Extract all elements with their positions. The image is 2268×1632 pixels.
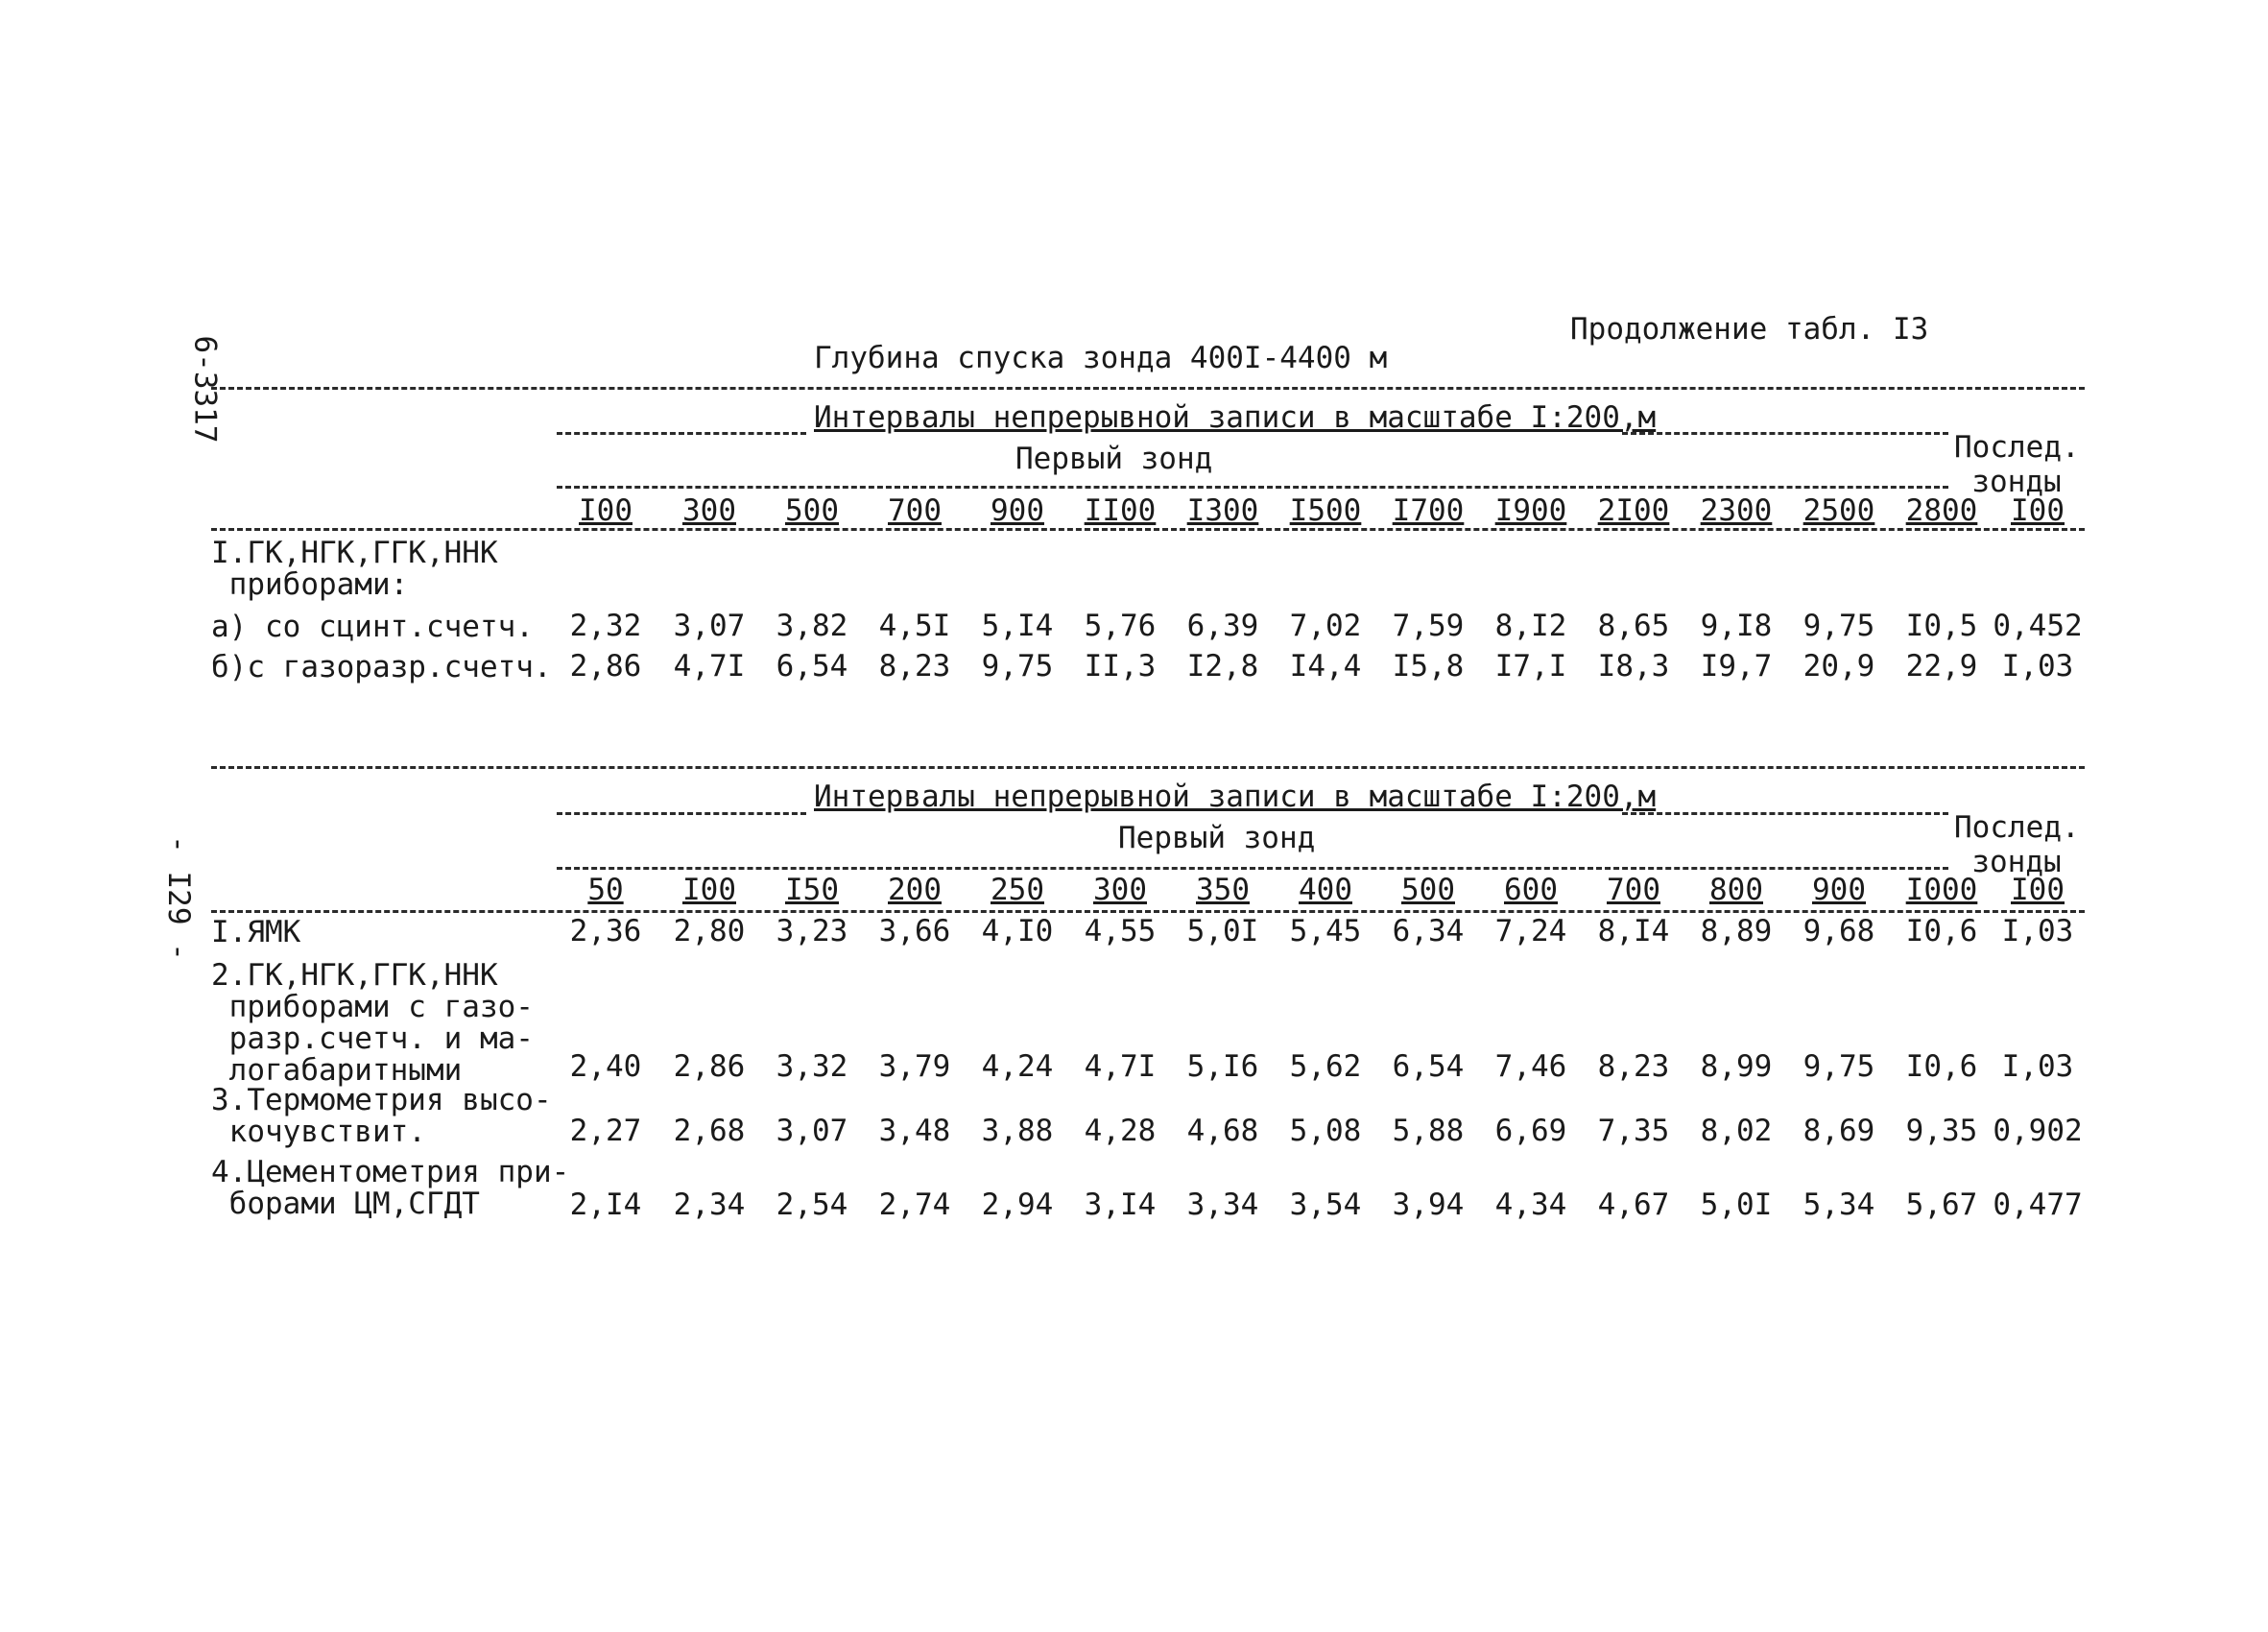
table-cell: 3,88 [981, 1114, 1054, 1148]
doc-number: 6-3317 [187, 335, 223, 444]
row-label: а) со сцинт.счетч. [211, 610, 534, 644]
table-cell: 4,24 [981, 1049, 1054, 1084]
column-header: I00 [2011, 873, 2065, 907]
table2-header-rule [211, 910, 2085, 913]
table-cell: 5,I4 [981, 609, 1054, 643]
table2-top-rule [211, 766, 2085, 769]
continuation-note: Продолжение табл. I3 [1570, 312, 1929, 347]
table-cell: 5,08 [1289, 1114, 1362, 1148]
table-cell: 7,35 [1597, 1114, 1670, 1148]
column-header: 900 [991, 493, 1044, 528]
table-cell: 6,34 [1392, 914, 1465, 948]
column-header: I900 [1494, 493, 1567, 528]
table1-last-probe-title: Послед. зонды [1954, 430, 2080, 499]
table-cell: 9,35 [1905, 1114, 1978, 1148]
table-cell: 8,23 [1597, 1049, 1670, 1084]
table-cell: 4,28 [1084, 1114, 1157, 1148]
column-header: I300 [1186, 493, 1259, 528]
table-cell: 9,75 [981, 649, 1054, 684]
column-header: 700 [888, 493, 942, 528]
table-cell: 3,94 [1392, 1188, 1465, 1222]
table-cell: 2,94 [981, 1188, 1054, 1222]
table-cell: I,03 [2001, 1049, 2074, 1084]
table-cell: 5,0I [1186, 914, 1259, 948]
column-header: I00 [2011, 493, 2065, 528]
table-cell: 8,89 [1700, 914, 1773, 948]
table-cell: 6,54 [776, 649, 848, 684]
row-label: 4.Цементометрия при- борами ЦМ,СГДТ [211, 1155, 570, 1221]
table-cell: II,3 [1084, 649, 1157, 684]
table-cell: 2,27 [569, 1114, 642, 1148]
table-cell: 5,62 [1289, 1049, 1362, 1084]
column-header: I50 [785, 873, 839, 907]
table-cell: 2,I4 [569, 1188, 642, 1222]
column-header: 200 [888, 873, 942, 907]
table-cell: I,03 [2001, 914, 2074, 948]
table-cell: 6,69 [1494, 1114, 1567, 1148]
table-cell: 9,I8 [1700, 609, 1773, 643]
column-header: 50 [587, 873, 624, 907]
table-cell: I9,7 [1700, 649, 1773, 684]
table-cell: 7,02 [1289, 609, 1362, 643]
table-cell: 4,67 [1597, 1188, 1670, 1222]
table1-interval-rule-left [557, 432, 806, 435]
table-cell: 4,55 [1084, 914, 1157, 948]
table-cell: I8,3 [1597, 649, 1670, 684]
column-header: 350 [1196, 873, 1250, 907]
table-cell: 5,67 [1905, 1188, 1978, 1222]
table-cell: 3,32 [776, 1049, 848, 1084]
table-cell: 5,0I [1700, 1188, 1773, 1222]
table-cell: 8,69 [1802, 1114, 1875, 1148]
table-cell: 2,68 [673, 1114, 746, 1148]
table-cell: 3,82 [776, 609, 848, 643]
table-cell: 7,24 [1494, 914, 1567, 948]
table1-interval-title: Интервалы непрерывной записи в масштабе I:200,м [814, 400, 1657, 435]
row-label: б)с газоразр.счетч. [211, 650, 552, 684]
table1-probe-rule [557, 486, 1948, 489]
row-label: I.ЯМК [211, 915, 301, 949]
table-cell: I4,4 [1289, 649, 1362, 684]
table-cell: I5,8 [1392, 649, 1465, 684]
table-cell: 2,86 [569, 649, 642, 684]
column-header: 800 [1709, 873, 1763, 907]
table-cell: 20,9 [1802, 649, 1875, 684]
table-cell: 7,46 [1494, 1049, 1567, 1084]
table-cell: 3,I4 [1084, 1188, 1157, 1222]
table-cell: 3,54 [1289, 1188, 1362, 1222]
table-cell: I,03 [2001, 649, 2074, 684]
table-cell: 4,7I [673, 649, 746, 684]
column-header: 400 [1299, 873, 1352, 907]
table-cell: 0,902 [1993, 1114, 2083, 1148]
table-cell: 7,59 [1392, 609, 1465, 643]
column-header: 300 [682, 493, 736, 528]
table-cell: 8,02 [1700, 1114, 1773, 1148]
table-cell: 5,76 [1084, 609, 1157, 643]
table-cell: 8,23 [878, 649, 951, 684]
column-header: I00 [682, 873, 736, 907]
column-header: I000 [1905, 873, 1978, 907]
table-cell: 0,477 [1993, 1188, 2083, 1222]
column-header: I700 [1392, 493, 1465, 528]
table1-header-rule [211, 528, 2085, 531]
column-header: 2800 [1905, 493, 1978, 528]
table1-interval-rule-right [1622, 432, 1948, 435]
table-cell: 9,75 [1802, 1049, 1875, 1084]
table2-interval-title: Интервалы непрерывной записи в масштабе I:200,м [814, 780, 1657, 814]
column-header: 250 [991, 873, 1044, 907]
table-cell: 9,75 [1802, 609, 1875, 643]
table2-last-probe-title: Послед. зонды [1954, 810, 2080, 879]
column-header: 600 [1504, 873, 1558, 907]
row-label: 3.Термометрия высо- кочувствит. [211, 1083, 552, 1149]
row-label: I.ГК,НГК,ГГК,ННК приборами: [211, 536, 498, 602]
table-cell: 6,54 [1392, 1049, 1465, 1084]
table-cell: 3,48 [878, 1114, 951, 1148]
column-header: 900 [1812, 873, 1866, 907]
page-number: - I29 - [160, 835, 196, 961]
table-cell: I0,6 [1905, 914, 1978, 948]
table-cell: 9,68 [1802, 914, 1875, 948]
table2-probe-title: Первый зонд [1118, 821, 1316, 855]
table-cell: 2,32 [569, 609, 642, 643]
table-cell: 5,45 [1289, 914, 1362, 948]
table-cell: 4,7I [1084, 1049, 1157, 1084]
column-header: I00 [579, 493, 633, 528]
table1-top-rule [211, 387, 2085, 390]
table-cell: I7,I [1494, 649, 1567, 684]
table-cell: 3,34 [1186, 1188, 1259, 1222]
table-cell: 2,34 [673, 1188, 746, 1222]
column-header: 2500 [1802, 493, 1875, 528]
table-cell: 4,34 [1494, 1188, 1567, 1222]
table-cell: 2,80 [673, 914, 746, 948]
table-cell: 22,9 [1905, 649, 1978, 684]
table-cell: 2,74 [878, 1188, 951, 1222]
column-header: II00 [1084, 493, 1157, 528]
table-cell: 3,23 [776, 914, 848, 948]
table-cell: 2,36 [569, 914, 642, 948]
column-header: 300 [1093, 873, 1147, 907]
table-cell: 4,5I [878, 609, 951, 643]
table-cell: I0,6 [1905, 1049, 1978, 1084]
table-cell: 4,I0 [981, 914, 1054, 948]
column-header: 500 [1401, 873, 1455, 907]
table-cell: 4,68 [1186, 1114, 1259, 1148]
table-cell: 5,34 [1802, 1188, 1875, 1222]
table-cell: 8,65 [1597, 609, 1670, 643]
table-cell: 3,66 [878, 914, 951, 948]
table-cell: 8,I4 [1597, 914, 1670, 948]
page-title: Глубина спуска зонда 400I-4400 м [814, 341, 1388, 375]
table-cell: 3,07 [776, 1114, 848, 1148]
table-cell: 5,88 [1392, 1114, 1465, 1148]
table-cell: 3,79 [878, 1049, 951, 1084]
table-cell: 2,86 [673, 1049, 746, 1084]
table-cell: 5,I6 [1186, 1049, 1259, 1084]
table-cell: 0,452 [1993, 609, 2083, 643]
column-header: 700 [1607, 873, 1660, 907]
table-cell: 8,I2 [1494, 609, 1567, 643]
table-cell: 3,07 [673, 609, 746, 643]
column-header: 2I00 [1597, 493, 1670, 528]
table-cell: I2,8 [1186, 649, 1259, 684]
column-header: I500 [1289, 493, 1362, 528]
table2-interval-rule-left [557, 812, 806, 815]
table-cell: 2,40 [569, 1049, 642, 1084]
column-header: 2300 [1700, 493, 1773, 528]
table-cell: 2,54 [776, 1188, 848, 1222]
table1-probe-title: Первый зонд [1015, 442, 1213, 476]
table-cell: 8,99 [1700, 1049, 1773, 1084]
column-header: 500 [785, 493, 839, 528]
table2-interval-rule-right [1622, 812, 1948, 815]
table2-probe-rule [557, 867, 1948, 870]
row-label: 2.ГК,НГК,ГГК,ННК приборами с газо- разр.счетч. и ма- логабаритными [211, 958, 534, 1088]
table-cell: I0,5 [1905, 609, 1978, 643]
table-cell: 6,39 [1186, 609, 1259, 643]
